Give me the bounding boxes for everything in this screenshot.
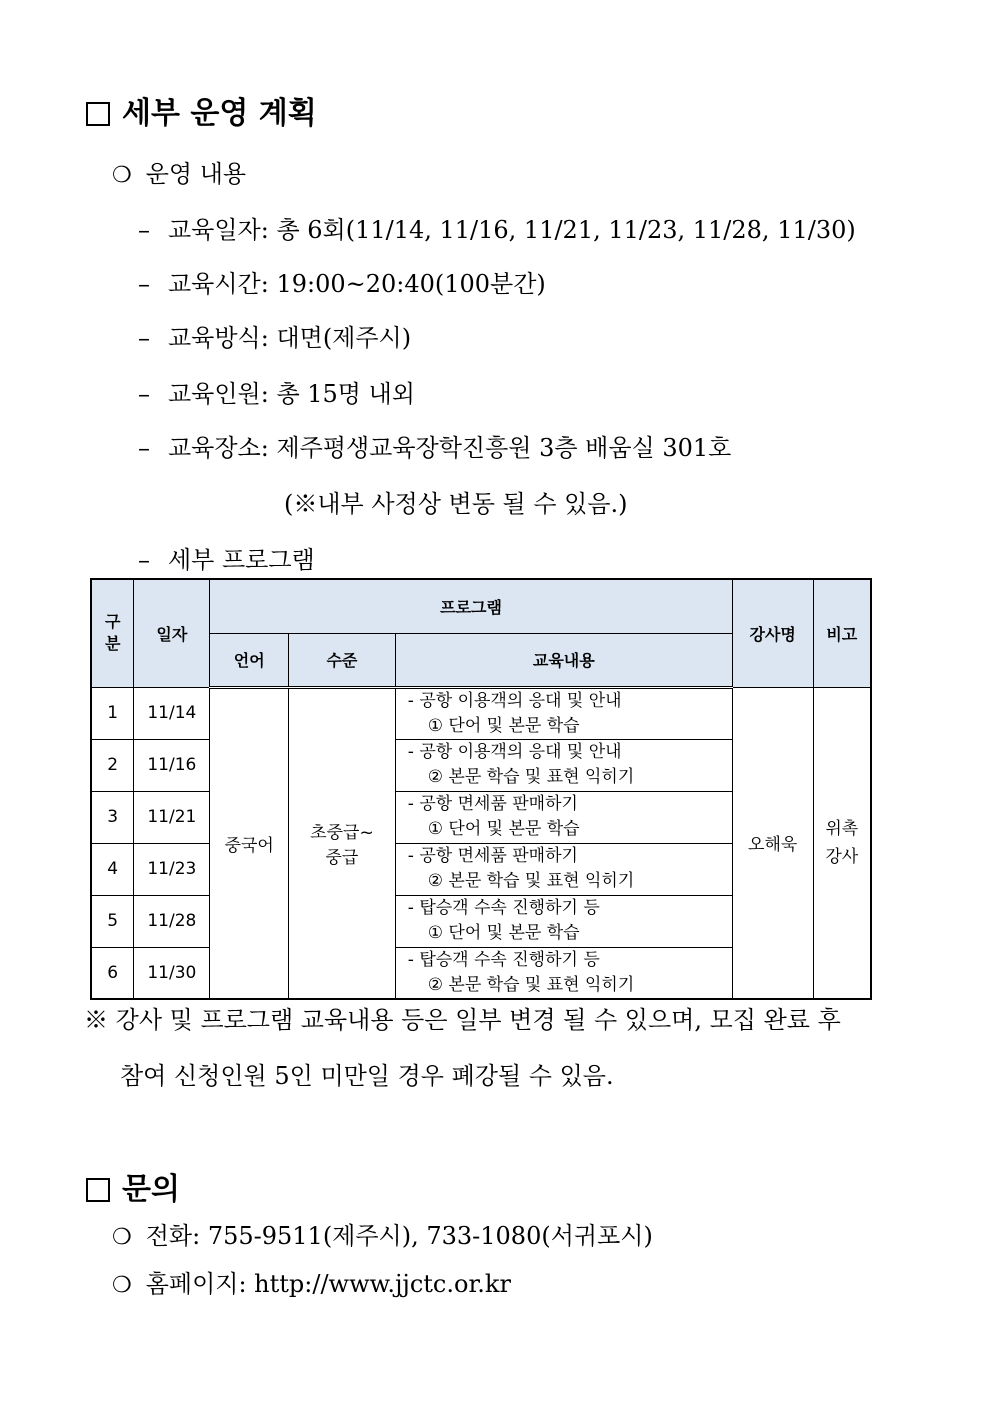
dash-bullet-icon: – (138, 270, 150, 298)
subheading-text: 운영 내용 (145, 160, 247, 188)
program-table (90, 578, 872, 1000)
circle-bullet-icon: ❍ (112, 163, 132, 188)
list-item (138, 374, 415, 409)
circle-bullet-icon: ❍ (112, 1273, 132, 1298)
cell-date: 11/23 (134, 843, 210, 895)
cell-content (395, 843, 732, 895)
cell-content (395, 895, 732, 947)
cell-date: 11/21 (134, 791, 210, 843)
cell-content (395, 687, 732, 739)
header-content: 교육내용 (395, 633, 732, 687)
dash-bullet-icon: – (138, 216, 150, 244)
content-line: - 공항 면세품 판매하기 (407, 846, 578, 866)
section-title: 문의 (122, 1172, 180, 1207)
homepage-text: 홈페이지: http://www.jjctc.or.kr (145, 1270, 511, 1298)
circle-bullet-icon: ❍ (112, 1225, 132, 1250)
cell-date: 11/30 (134, 947, 210, 999)
dash-bullet-icon: – (138, 546, 150, 574)
level-line: 초중급~ (310, 823, 374, 844)
header-language: 언어 (210, 633, 289, 687)
checkbox-square-icon (86, 102, 110, 126)
content-line: - 탑승객 수속 진행하기 등 (407, 949, 600, 970)
list-item-text: 교육방식: 대면(제주시) (168, 324, 412, 352)
content-line: ① 단어 및 본문 학습 (427, 715, 580, 736)
content-line: ② 본문 학습 및 표현 익히기 (427, 767, 635, 787)
cell-content (395, 791, 732, 843)
list-item-text: 교육일자: 총 6회(11/14, 11/16, 11/21, 11/23, 11/28, 11/30) (168, 216, 856, 244)
header-instructor: 강사명 (732, 579, 813, 687)
content-line: - 공항 이용객의 응대 및 안내 (407, 742, 622, 762)
notice-line: 참여 신청인원 5인 미만일 경우 폐강될 수 있음. (120, 1062, 614, 1090)
cell-language: 중국어 (210, 687, 289, 999)
checkbox-square-icon (86, 1178, 110, 1202)
cell-no: 1 (91, 687, 134, 739)
cell-level (289, 687, 396, 999)
list-item (138, 264, 546, 299)
section-title: 세부 운영 계획 (122, 96, 317, 131)
list-item (138, 428, 731, 463)
cell-remarks (813, 687, 871, 999)
cell-content (395, 947, 732, 999)
contact-homepage (112, 1264, 511, 1299)
content-line: ① 단어 및 본문 학습 (427, 819, 580, 839)
cell-instructor: 오해욱 (732, 687, 813, 999)
header-program: 프로그램 (210, 579, 732, 633)
cell-no: 2 (91, 739, 134, 791)
header-remarks: 비고 (813, 579, 871, 687)
content-line: ① 단어 및 본문 학습 (427, 923, 580, 943)
remarks-line: 강사 (825, 846, 859, 867)
content-line: ② 본문 학습 및 표현 익히기 (427, 974, 635, 995)
list-item-text: 세부 프로그램 (168, 546, 315, 574)
cell-no: 4 (91, 843, 134, 895)
cell-date: 11/16 (134, 739, 210, 791)
cell-date: 11/14 (134, 687, 210, 739)
content-line: - 탑승객 수속 진행하기 등 (407, 898, 600, 918)
header-level: 수준 (289, 633, 396, 687)
list-item (138, 540, 315, 575)
content-line: - 공항 면세품 판매하기 (407, 794, 578, 814)
content-line: - 공항 이용객의 응대 및 안내 (407, 690, 622, 711)
content-line: ② 본문 학습 및 표현 익히기 (427, 871, 635, 891)
cell-content (395, 739, 732, 791)
list-item-text: 교육장소: 제주평생교육장학진흥원 3층 배움실 301호 (168, 434, 732, 462)
phone-text: 전화: 755-9511(제주시), 733-1080(서귀포시) (145, 1222, 653, 1250)
section-heading-inquiry (86, 1164, 180, 1208)
contact-phone (112, 1216, 653, 1251)
dash-bullet-icon: – (138, 434, 150, 462)
dash-bullet-icon: – (138, 324, 150, 352)
dash-bullet-icon: – (138, 380, 150, 408)
subheading-operation-content (112, 154, 246, 189)
level-line: 중급 (325, 848, 359, 869)
list-item-text: 교육시간: 19:00~20:40(100분간) (168, 270, 546, 298)
section-heading-operation-plan (86, 88, 317, 132)
list-item-text: 교육인원: 총 15명 내외 (168, 380, 415, 408)
table-row (91, 687, 871, 739)
header-no: 구분 (91, 579, 134, 687)
cell-no: 5 (91, 895, 134, 947)
cell-no: 6 (91, 947, 134, 999)
list-item (138, 318, 411, 353)
venue-note: (※내부 사정상 변동 될 수 있음.) (284, 490, 628, 518)
header-date: 일자 (134, 579, 210, 687)
cell-date: 11/28 (134, 895, 210, 947)
remarks-line: 위촉 (825, 818, 859, 839)
list-item (138, 210, 856, 245)
notice-line: ※ 강사 및 프로그램 교육내용 등은 일부 변경 될 수 있으며, 모집 완료 후 (84, 1006, 841, 1034)
cell-no: 3 (91, 791, 134, 843)
